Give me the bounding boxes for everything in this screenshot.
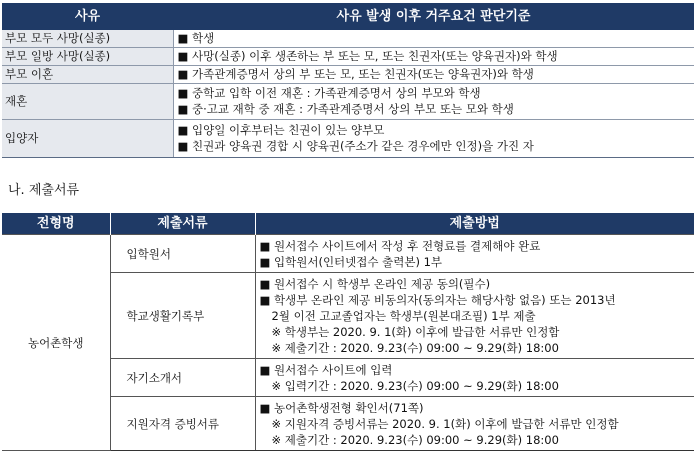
method-line: ※ 제출기간 : 2020. 9.23(수) 09:00 ~ 9.29(화) 18:00: [271, 340, 559, 355]
type-cell: 농어촌학생: [2, 235, 110, 451]
criteria-cell: [173, 83, 694, 119]
method-line: ■ 농어촌학생전형 확인서(71쪽): [259, 400, 424, 415]
reason-cell: 재혼: [2, 83, 173, 119]
criteria-item: ■ 사망(실종) 이후 생존하는 부 또는 모, 또는 친권자(또는 양육권자)와 학생: [177, 49, 558, 63]
criteria-cell: [173, 119, 694, 157]
method-line: ■ 원서접수 시 학생부 온라인 제공 동의(필수): [259, 276, 491, 291]
criteria-item: ■ 친권과 양육권 경합 시 양육권(주소가 같은 경우에만 인정)을 가진 자: [177, 139, 534, 153]
method-line: ※ 학생부는 2020. 9. 1(화) 이후에 발급한 서류만 인정함: [271, 324, 560, 339]
criteria-row: [2, 65, 694, 83]
criteria-item: ■ 중학교 입학 이전 재혼 : 가족관계증명서 상의 부모와 학생: [177, 86, 481, 100]
document-cell: 입학원서: [110, 235, 255, 273]
method-line: ※ 지원자격 증빙서류는 2020. 9. 1(화) 이후에 발급한 서류만 인정함: [271, 416, 619, 431]
header-reason: 사유: [2, 3, 173, 30]
criteria-item: ■ 중·고교 재학 중 재혼 : 가족관계증명서 상의 부모 또는 모와 학생: [177, 102, 514, 116]
method-line: ■ 입학원서(인터넷접수 출력본) 1부: [259, 254, 443, 269]
criteria-item: ■ 입양일 이후부터는 친권이 있는 양부모: [177, 123, 385, 137]
header-criteria: 사유 발생 이후 거주요건 판단기준: [173, 3, 694, 30]
reason-cell: 부모 이혼: [2, 65, 173, 83]
header-documents: 제출서류: [110, 213, 255, 235]
method-line: ※ 입력기간 : 2020. 9.23(수) 09:00 ~ 9.29(화) 18:00: [271, 378, 559, 393]
method-line: 2월 이전 고교졸업자는 학생부(원본대조필) 1부 제출: [271, 308, 536, 323]
reason-cell: 부모 일방 사망(실종): [2, 47, 173, 65]
method-line: ■ 원서접수 사이트에서 작성 후 전형료를 결제해야 완료: [259, 238, 541, 253]
submission-header-row: [2, 213, 694, 235]
submission-table: [2, 213, 694, 451]
method-line: ■ 원서접수 사이트에 입력: [259, 362, 393, 377]
method-cell: [255, 273, 694, 359]
criteria-row: [2, 47, 694, 65]
criteria-cell: [173, 30, 694, 47]
section-title: 나. 제출서류: [8, 183, 80, 198]
document-cell: 지원자격 증빙서류: [110, 397, 255, 451]
criteria-item: ■ 가족관계증명서 상의 부 또는 모, 또는 친권자(또는 양육권자)와 학생: [177, 67, 534, 81]
criteria-item: ■ 학생: [177, 31, 215, 46]
method-cell: [255, 359, 694, 397]
method-cell: [255, 235, 694, 273]
method-line: ■ 학생부 온라인 제공 비동의자(동의자는 해당사항 없음) 또는 2013년: [259, 292, 616, 307]
reason-cell: 부모 모두 사망(실종): [2, 30, 173, 47]
criteria-cell: [173, 65, 694, 83]
document-cell: 자기소개서: [110, 359, 255, 397]
criteria-row: [2, 83, 694, 119]
criteria-cell: [173, 47, 694, 65]
criteria-header-row: [2, 3, 694, 30]
submission-row: [2, 235, 694, 273]
criteria-row: [2, 119, 694, 157]
criteria-table: [2, 3, 694, 158]
header-method: 제출방법: [255, 213, 694, 235]
reason-cell: 입양자: [2, 119, 173, 157]
criteria-row: [2, 30, 694, 47]
method-cell: [255, 397, 694, 451]
method-line: ※ 제출기간 : 2020. 9.23(수) 09:00 ~ 9.29(화) 18:00: [271, 432, 559, 447]
document-cell: 학교생활기록부: [110, 273, 255, 359]
header-type: 전형명: [2, 213, 110, 235]
